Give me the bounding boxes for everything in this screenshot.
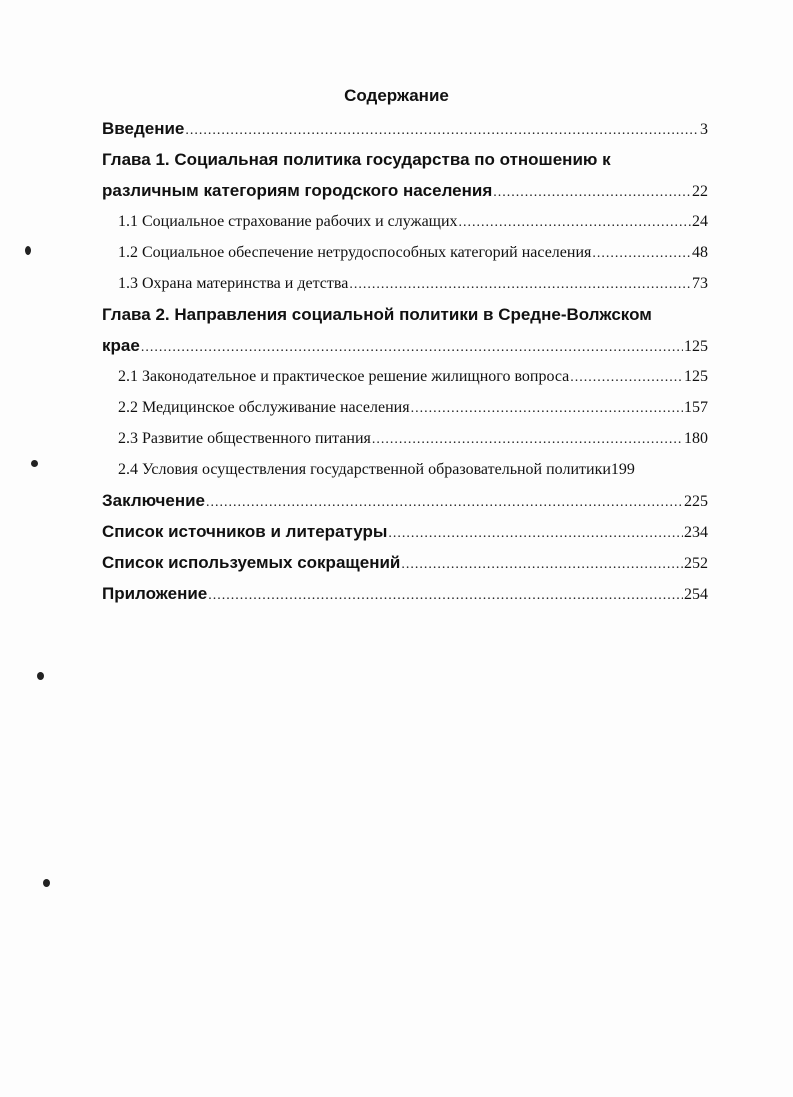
- toc-entry-label: крае: [102, 336, 140, 355]
- scan-speck: [43, 879, 50, 887]
- toc-entry-page: 48: [692, 244, 708, 261]
- toc-entry-section-2-4: [102, 457, 708, 488]
- toc-entry-introduction: [102, 116, 708, 147]
- toc-entry-label: 2.2 Медицинское обслуживание населения: [118, 399, 410, 416]
- toc-entry-section-2-2: [102, 395, 708, 426]
- dot-leader: [372, 427, 683, 453]
- dot-leader: [401, 552, 683, 578]
- toc-entry-label: 1.3 Охрана материнства и детства: [118, 275, 349, 292]
- toc-entry-page: 125: [684, 368, 708, 385]
- toc-entry-label: 2.4 Условия осуществления государственной образовательной политики: [118, 461, 611, 478]
- toc-entry-section-2-3: [102, 426, 708, 457]
- toc-entry-label: Список источников и литературы: [102, 522, 388, 541]
- toc-entry-chapter-1: [102, 178, 708, 209]
- dot-leader: [493, 180, 691, 206]
- toc-entry-page: 252: [684, 555, 708, 572]
- toc-entry-page: 157: [684, 399, 708, 416]
- toc-entry-label: 1.1 Социальное страхование рабочих и служащих: [118, 213, 458, 230]
- toc-entry-label: 2.1 Законодательное и практическое решение жилищного вопроса: [118, 368, 570, 385]
- toc-entry-page: 199: [610, 461, 635, 478]
- toc-entry-label: различным категориям городского населения: [102, 181, 493, 200]
- toc-entry-label: 2.3 Развитие общественного питания: [118, 430, 371, 447]
- toc-entry-conclusion: [102, 488, 708, 519]
- toc-entry-chapter-2: [102, 333, 708, 364]
- dot-leader: [388, 521, 683, 547]
- toc-entry-page: 225: [684, 493, 708, 510]
- scan-speck: [31, 460, 38, 467]
- scan-speck: [37, 672, 44, 680]
- toc-entry-page: 3: [700, 121, 708, 138]
- toc-entry-section-1-1: [102, 209, 708, 240]
- toc-entry-section-1-2: [102, 240, 708, 271]
- dot-leader: [349, 272, 691, 298]
- dot-leader: [141, 335, 683, 361]
- toc-entry-page: 125: [684, 338, 708, 355]
- toc-entry-page: 73: [692, 275, 708, 292]
- toc-title: Содержание: [344, 86, 449, 105]
- toc-entry-label: Приложение: [102, 584, 208, 603]
- toc-entry-page: 22: [692, 183, 708, 200]
- toc-entry-appendix: [102, 581, 708, 612]
- toc-entry-abbreviations: [102, 550, 708, 581]
- toc-entry-chapter-2-line-1: Глава 2. Направления социальной политики в Средне-Волжском: [102, 305, 652, 324]
- dot-leader: [206, 490, 683, 516]
- toc-entry-label: Введение: [102, 119, 185, 138]
- toc-entry-page: 24: [692, 213, 708, 230]
- dot-leader: [411, 396, 683, 422]
- dot-leader: [592, 241, 691, 267]
- dot-leader: [459, 210, 691, 236]
- toc-entry-section-1-3: [102, 271, 708, 302]
- toc-entry-label: Заключение: [102, 491, 205, 510]
- toc-entry-label: Список используемых сокращений: [102, 553, 401, 572]
- toc-entry-chapter-1-line-1: Глава 1. Социальная политика государства по отношению к: [102, 150, 611, 169]
- toc-entry-page: 234: [684, 524, 708, 541]
- scan-speck: [25, 246, 31, 255]
- dot-leader: [185, 118, 699, 144]
- dot-leader: [208, 583, 683, 609]
- toc-entry-page: 180: [684, 430, 708, 447]
- toc-entry-label: 1.2 Социальное обеспечение нетрудоспособных категорий населения: [118, 244, 592, 261]
- toc-entry-sources: [102, 519, 708, 550]
- dot-leader: [570, 365, 683, 391]
- table-of-contents: [102, 116, 708, 612]
- toc-entry-section-2-1: [102, 364, 708, 395]
- toc-entry-page: 254: [684, 586, 708, 603]
